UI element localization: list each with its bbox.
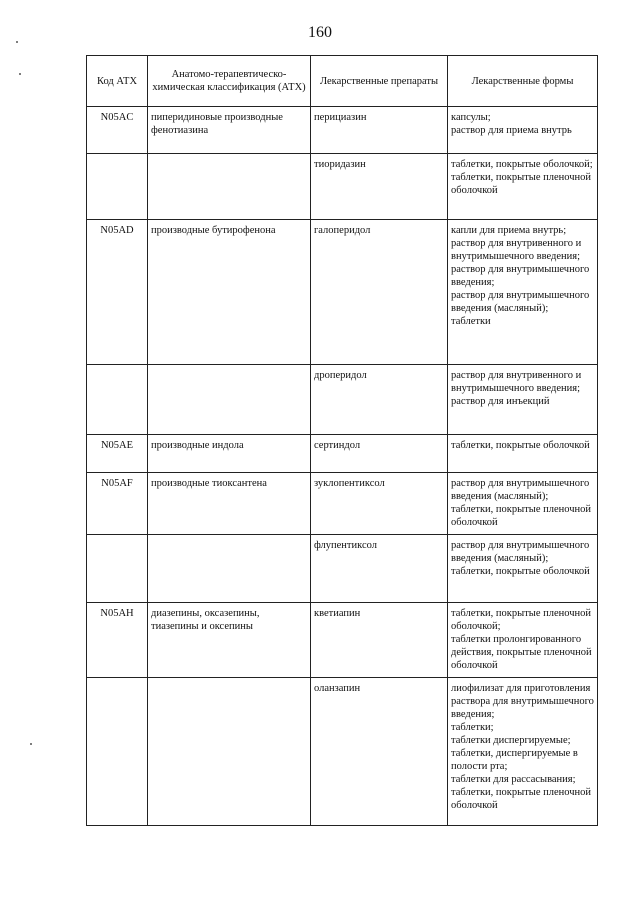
classification-cell: производные тиоксантена — [148, 473, 311, 535]
dosage-form: капли для приема внутрь; — [451, 225, 567, 236]
table-row — [87, 473, 598, 535]
dosage-form: таблетки, покрытые оболочкой; — [451, 159, 593, 170]
classification-cell — [148, 678, 311, 826]
classification-cell: пиперидиновые производные фенотиазина — [148, 107, 311, 154]
drug-cell: кветиапин — [311, 603, 448, 678]
table-row — [87, 435, 598, 473]
forms-cell — [448, 473, 598, 535]
atx-code-cell: N05AD — [87, 220, 148, 365]
dosage-form: раствор для внутривенного и — [451, 238, 582, 249]
dosage-form: раствор для внутримышечного введения (масляный); — [451, 540, 590, 564]
dosage-form: раствор для внутримышечного введения (масляный); — [451, 290, 590, 314]
forms-cell — [448, 435, 598, 473]
forms-cell — [448, 365, 598, 435]
drug-cell: сертиндол — [311, 435, 448, 473]
drug-cell: дроперидол — [311, 365, 448, 435]
header-drugs: Лекарственные препараты — [311, 56, 448, 107]
dosage-form: раствор для внутримышечного введения; — [451, 264, 590, 288]
header-code: Код АТХ — [87, 56, 148, 107]
header-forms: Лекарственные формы — [448, 56, 598, 107]
page-number: 160 — [308, 24, 332, 41]
dosage-form: раствор для внутримышечного введения (масляный); — [451, 478, 590, 502]
drug-cell: оланзапин — [311, 678, 448, 826]
classification-cell — [148, 365, 311, 435]
dosage-form: таблетки, диспергируемые в полости рта; — [451, 748, 578, 772]
atx-code-cell: N05AC — [87, 107, 148, 154]
classification-cell: диазепины, оксазепины, тиазепины и оксепины — [148, 603, 311, 678]
dosage-form: раствор для инъекций — [451, 396, 550, 407]
classification-cell: производные индола — [148, 435, 311, 473]
header-classification: Анатомо-терапевтическо-химическая классификация (АТХ) — [148, 56, 311, 107]
table-row — [87, 107, 598, 154]
dosage-form: внутримышечного введения; — [451, 251, 581, 262]
dosage-form: таблетки, покрытые пленочной оболочкой — [451, 787, 592, 811]
forms-cell — [448, 535, 598, 603]
dosage-form: таблетки; — [451, 722, 494, 733]
dosage-form: таблетки, покрытые пленочной оболочкой; — [451, 608, 592, 632]
scan-speck — [19, 73, 21, 75]
table-row — [87, 365, 598, 435]
dosage-form: лиофилизат для приготовления раствора для внутримышечного введения; — [451, 683, 594, 720]
atx-code-cell: N05AF — [87, 473, 148, 535]
forms-cell — [448, 220, 598, 365]
forms-cell — [448, 107, 598, 154]
forms-cell — [448, 154, 598, 220]
drug-cell: флупентиксол — [311, 535, 448, 603]
atx-table — [86, 55, 598, 826]
forms-cell — [448, 678, 598, 826]
dosage-form: раствор для внутривенного и внутримышечного введения; — [451, 370, 582, 394]
dosage-form: таблетки, покрытые пленочной оболочкой — [451, 504, 592, 528]
classification-cell — [148, 535, 311, 603]
classification-cell — [148, 154, 311, 220]
drug-cell: галоперидол — [311, 220, 448, 365]
forms-cell — [448, 603, 598, 678]
dosage-form: таблетки, покрытые оболочкой — [451, 566, 590, 577]
dosage-form: раствор для приема внутрь — [451, 125, 572, 136]
atx-code-cell — [87, 154, 148, 220]
table-row — [87, 535, 598, 603]
atx-code-cell: N05AH — [87, 603, 148, 678]
dosage-form: таблетки, покрытые пленочной оболочкой — [451, 172, 592, 196]
atx-code-cell — [87, 365, 148, 435]
classification-cell: производные бутирофенона — [148, 220, 311, 365]
table-row — [87, 154, 598, 220]
table-body — [87, 107, 598, 826]
atx-code-cell — [87, 535, 148, 603]
scan-speck — [30, 743, 32, 745]
table-row — [87, 603, 598, 678]
drug-cell: тиоридазин — [311, 154, 448, 220]
table-row — [87, 220, 598, 365]
dosage-form: капсулы; — [451, 112, 491, 123]
dosage-form: таблетки — [451, 316, 491, 327]
dosage-form: таблетки, покрытые оболочкой — [451, 440, 590, 451]
dosage-form: таблетки для рассасывания; — [451, 774, 576, 785]
drug-cell: зуклопентиксол — [311, 473, 448, 535]
dosage-form: таблетки диспергируемые; — [451, 735, 571, 746]
scan-speck — [16, 41, 18, 43]
table-header-row — [87, 56, 598, 107]
drug-cell: перициазин — [311, 107, 448, 154]
atx-code-cell — [87, 678, 148, 826]
dosage-form: таблетки пролонгированного действия, покрытые пленочной оболочкой — [451, 634, 592, 671]
atx-code-cell: N05AE — [87, 435, 148, 473]
table-row — [87, 678, 598, 826]
